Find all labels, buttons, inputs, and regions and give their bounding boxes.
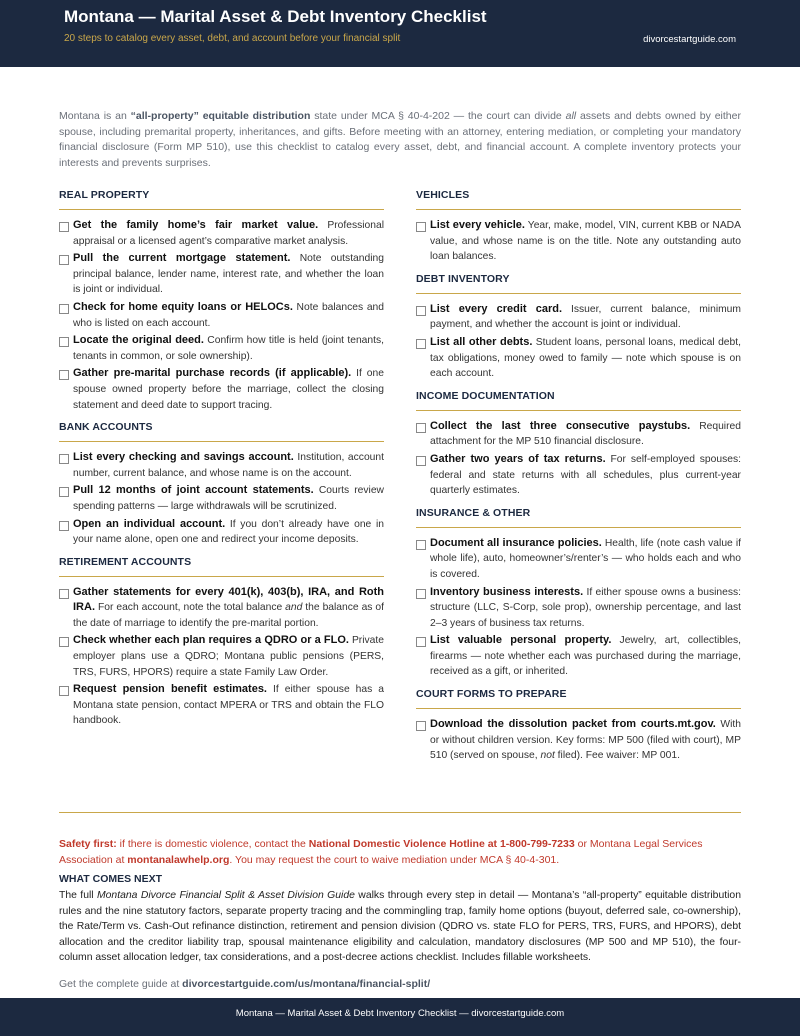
item-body: If you don’t already have one in your name alone, open one and redirect your income deposits.: [73, 518, 384, 546]
checklist-item: [416, 335, 741, 382]
section-heading: VEHICLES: [416, 189, 741, 210]
checkbox[interactable]: [416, 222, 426, 232]
item-body: Private employer plans use a QDRO; Montana public pensions (PERS, TRS, FURS, HPORS) require a state Family Law Order.: [73, 635, 384, 678]
item-title: Locate the original deed.: [73, 334, 204, 347]
section-heading: REAL PROPERTY: [59, 189, 384, 210]
item-title: Collect the last three consecutive paystubs.: [430, 419, 691, 432]
checkbox[interactable]: [59, 222, 69, 232]
checklist-item: [416, 302, 741, 333]
item-body: Institution, account number, current balance, and whose name is on the account.: [73, 452, 384, 479]
item-body: Professional appraisal or a licensed agent’s comparative market analysis.: [73, 220, 384, 247]
checkbox[interactable]: [59, 521, 69, 531]
checkbox[interactable]: [416, 306, 426, 316]
section-heading: INCOME DOCUMENTATION: [416, 390, 741, 411]
item-body: Issuer, current balance, minimum payment, and whether the account is joint or individual.: [430, 303, 741, 331]
item-body: With or without children version. Key forms: MP 500 (filed with court), MP 510 (served on spouse,: [430, 719, 741, 762]
right-column: [416, 189, 741, 772]
checklist-item: [59, 333, 384, 364]
checklist-item: [416, 419, 741, 450]
checkbox[interactable]: [416, 589, 426, 599]
checklist-item: [416, 633, 741, 680]
checkbox[interactable]: [59, 454, 69, 464]
item-title: List every checking and savings account.: [73, 451, 294, 464]
footer-bar: [0, 998, 800, 1036]
item-body: If either spouse owns a business: structure (LLC, S-Corp, sole prop), ownership percentage, and last 2–3 years of business tax returns.: [430, 586, 741, 629]
legal-services-link[interactable]: montanalawhelp.org: [127, 854, 230, 866]
checklist-item: [59, 218, 384, 249]
section-income-documentation: [416, 390, 741, 499]
item-title: Inventory business interests.: [430, 585, 584, 598]
checklist-item: [416, 536, 741, 583]
item-body: not: [540, 750, 555, 762]
hotline-text: National Domestic Violence Hotline at 1-800-799-7233: [308, 838, 575, 850]
section-retirement-accounts: [59, 556, 384, 729]
header-bar: [0, 0, 800, 67]
item-body: and: [285, 602, 303, 614]
section-court-forms: [416, 688, 741, 764]
checkbox[interactable]: [59, 370, 69, 380]
item-body: For self-employed spouses: federal and state returns with all schedules, plus current-year quarterly estimates.: [430, 453, 741, 497]
guide-link-line: Get the complete guide at divorcestartguide.com/us/montana/financial-split/: [59, 978, 431, 990]
checkbox[interactable]: [59, 487, 69, 497]
item-title: Request pension benefit estimates.: [73, 683, 267, 696]
item-body: the balance as of the date of marriage to identify the pre-marital portion.: [73, 602, 384, 629]
item-body: Year, make, model, VIN, current KBB or NADA value, and whose name is on the title. Note any outstanding auto loan balances.: [430, 220, 741, 263]
section-bank-accounts: [59, 421, 384, 548]
checkbox[interactable]: [416, 456, 426, 466]
section-vehicles: [416, 189, 741, 265]
section-insurance-other: [416, 507, 741, 680]
intro-paragraph: Montana is an “all-property” equitable distribution state under MCA § 40-4-202 — the court can divide all assets and debts owned by either spouse, including premarital property, inheritances, and gifts. Before meeting with an attorney, entering mediation, or completing your mandatory financial disclosure (Form MP 510), use this checklist to catalog every asset, debt, and financial account. A complete inventory protects your interests and prevents surprises.: [59, 110, 741, 169]
checklist-item: [59, 450, 384, 481]
checkbox[interactable]: [416, 423, 426, 433]
checkbox[interactable]: [416, 339, 426, 349]
item-title: Download the dissolution packet from courts.mt.gov.: [430, 718, 716, 731]
item-title: Open an individual account.: [73, 517, 226, 530]
footer-text: Montana — Marital Asset & Debt Inventory Checklist — divorcestartguide.com: [235, 1008, 565, 1019]
document-subtitle: 20 steps to catalog every asset, debt, and account before your financial split: [64, 33, 401, 44]
checkbox[interactable]: [416, 540, 426, 550]
item-body: Jewelry, art, collectibles, firearms — note whether each was purchased during the marriage, received as a gift, or inherited.: [430, 635, 741, 678]
checklist-item: [59, 300, 384, 331]
checkbox[interactable]: [59, 255, 69, 265]
item-title: List every vehicle.: [430, 219, 525, 231]
checkbox[interactable]: [59, 637, 69, 647]
checklist-item: [416, 585, 741, 632]
what-comes-next-paragraph: The full Montana Divorce Financial Split & Asset Division Guide walks through every step in detail — Montana’s “all-property” equitable distribution rules and the nine statutory factors, separate property tracing and the commingling trap, family home options (buyout, deferred sale, co-ownership), the Rate/Term vs. Cash-Out refinance distinction, retirement and pension division (QDRO vs. state FLO for PERS, TRS, FURS, and HPORS), debt allocation and the creditor liability trap, spousal maintenance eligibility and calculation, mandatory disclosures (MP 500 and MP 510), the four-column asset allocation ledger, tax considerations, and a post-decree actions checklist. Includes fillable worksheets.: [59, 890, 741, 964]
item-title: Check whether each plan requires a QDRO or a FLO.: [73, 634, 349, 647]
item-body: filed). Fee waiver: MP 001.: [554, 750, 680, 762]
item-body: For each account, note the total balance: [97, 602, 286, 614]
section-divider: [59, 812, 741, 813]
checklist-item: [59, 633, 384, 680]
checkbox[interactable]: [59, 686, 69, 696]
item-title: Pull 12 months of joint account statements.: [73, 484, 314, 497]
item-title: Gather two years of tax returns.: [430, 452, 606, 465]
guide-link[interactable]: divorcestartguide.com/us/montana/financial-split/: [182, 978, 431, 990]
item-title: List all other debts.: [430, 335, 533, 348]
item-body: Note outstanding principal balance, lender name, interest rate, and whether the loan is joint or individual.: [73, 253, 384, 296]
left-column: [59, 189, 384, 737]
checklist-item: [416, 717, 741, 764]
item-body: Student loans, personal loans, medical debt, tax obligations, money owed to family — note which spouse is on each account.: [430, 336, 741, 380]
item-title: List valuable personal property.: [430, 634, 612, 647]
checklist-item: [59, 517, 384, 548]
item-title: List every credit card.: [430, 302, 563, 315]
checklist-item: [59, 366, 384, 413]
item-title: Get the family home’s fair market value.: [73, 219, 319, 231]
item-title: Check for home equity loans or HELOCs.: [73, 300, 293, 313]
item-body: Required attachment for the MP 510 financial disclosure.: [430, 420, 741, 448]
item-body: If one spouse owned property before the marriage, collect the closing statement and deed date to support tracing.: [73, 368, 384, 411]
item-body: Confirm how title is held (joint tenants, tenants in common, or sole ownership).: [73, 335, 385, 362]
item-body: If either spouse has a Montana state pension, contact MPERA or TRS and obtain the FLO handbook.: [73, 684, 384, 727]
item-body: Health, life (note cash value if whole life), auto, homeowner’s/renter’s — who holds each and who is covered.: [430, 537, 741, 580]
item-body: Note balances and who is listed on each account.: [73, 301, 384, 329]
item-title: Gather pre-marital purchase records (if applicable).: [73, 367, 352, 380]
safety-notice: Safety first: if there is domestic violence, contact the National Domestic Violence Hotline at 1-800-799-7233 or Montana Legal Services Association at montanalawhelp.org. You may request the court to waive mediation under MCA § 40-4-301.: [59, 838, 703, 866]
checklist-item: [59, 251, 384, 298]
item-body: Courts review spending patterns — large withdrawals will be scrutinized.: [73, 485, 384, 512]
section-heading: RETIREMENT ACCOUNTS: [59, 556, 384, 577]
section-heading: INSURANCE & OTHER: [416, 507, 741, 528]
section-heading: DEBT INVENTORY: [416, 273, 741, 294]
checkbox[interactable]: [59, 337, 69, 347]
header-site: divorcestartguide.com: [643, 34, 736, 45]
checklist-item: [416, 452, 741, 499]
checklist-item: [416, 218, 741, 265]
checkbox[interactable]: [416, 637, 426, 647]
checkbox[interactable]: [416, 721, 426, 731]
document-title: Montana — Marital Asset & Debt Inventory Checklist: [64, 7, 487, 26]
section-heading: BANK ACCOUNTS: [59, 421, 384, 442]
section-real-property: [59, 189, 384, 413]
item-title: Document all insurance policies.: [430, 536, 602, 549]
checkbox[interactable]: [59, 589, 69, 599]
item-title: Pull the current mortgage statement.: [73, 252, 291, 265]
what-comes-next-heading: WHAT COMES NEXT: [59, 873, 163, 885]
item-title: Gather statements for every 401(k), 403(b), IRA, and Roth IRA.: [73, 585, 384, 614]
section-heading: COURT FORMS TO PREPARE: [416, 688, 741, 709]
checklist-item: [59, 483, 384, 514]
section-debt-inventory: [416, 273, 741, 382]
checklist-item: [59, 682, 384, 729]
checkbox[interactable]: [59, 304, 69, 314]
checklist-item: [59, 585, 384, 632]
